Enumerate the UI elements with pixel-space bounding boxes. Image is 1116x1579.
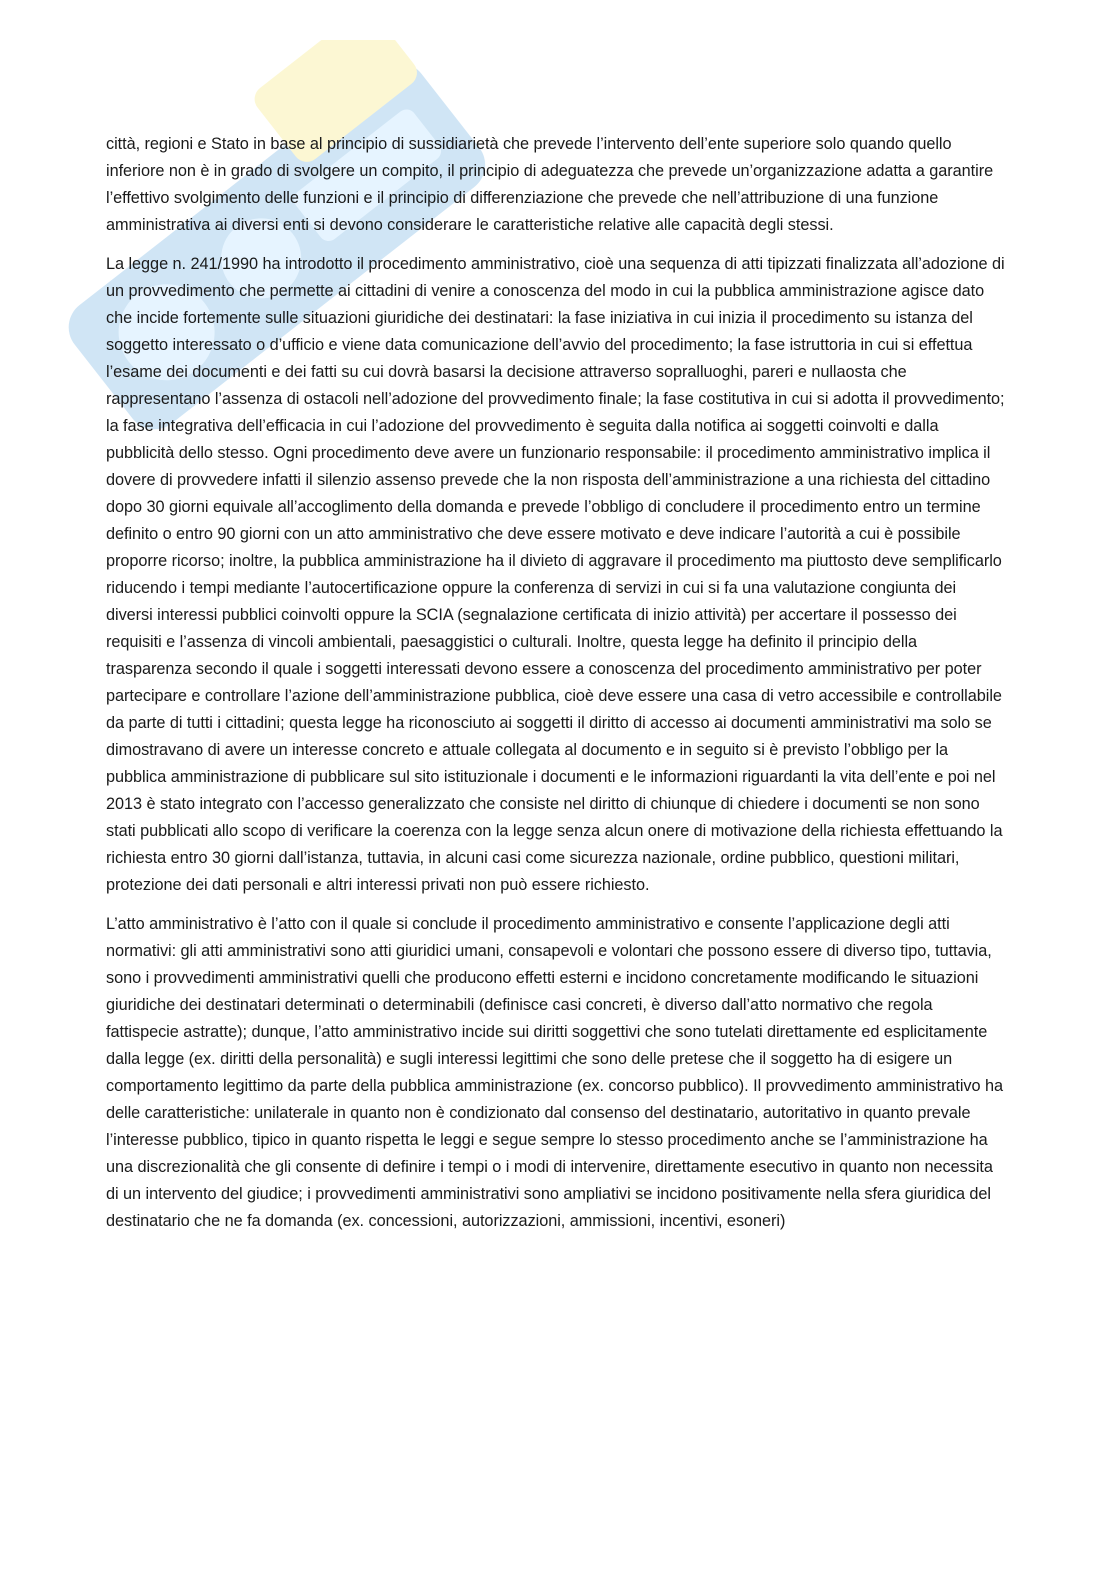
paragraph-principles: città, regioni e Stato in base al principio di sussidiarietà che prevede l’intervento dell’ente superiore solo quando quello inferiore non è in grado di svolgere un compito, il principio di adeguatezza che prevede un’organizzazione adatta a garantire l’effettivo svolgimento delle funzioni e il principio di differenziazione che prevede che nell’attribuzione di una funzione amministrativa ai diversi enti si devono considerare le caratteristiche relative alle capacità degli stessi. xyxy=(106,135,994,234)
paragraph-legge-241: La legge n. 241/1990 ha introdotto il procedimento amministrativo, cioè una sequenza di atti tipizzati finalizzata all’adozione di un provvedimento che permette ai cittadini di venire a conoscenza del modo in cui la pubblica amministrazione agisce dato che incide fortemente sulle situazioni giuridiche dei destinatari: la fase iniziativa in cui inizia il procedimento su istanza del soggetto interessato o d’ufficio e viene data comunicazione dell’avvio del procedimento; la fase istruttoria in cui si effettua l’esame dei documenti e dei fatti su cui dovrà basarsi la decisione attraverso sopralluoghi, pareri e nullaosta che rappresentano l’assenza di ostacoli nell’adozione del provvedimento finale; la fase costitutiva in cui si adotta il provvedimento; la fase integrativa dell’efficacia in cui l’adozione del provvedimento è seguita dalla notifica ai soggetti coinvolti e dalla pubblicità dello stesso. Ogni procedimento deve avere un funzionario responsabile: il procedimento amministrativo implica il dovere di provvedere infatti il silenzio assenso prevede che la non risposta dell’amministrazione a una richiesta del cittadino dopo 30 giorni equivale all’accoglimento della domanda e prevede l’obbligo di concludere il procedimento entro un termine definito o entro 90 giorni con un atto amministrativo che deve essere motivato e deve indicare l’autorità a cui è possibile proporre ricorso; inoltre, la pubblica amministrazione ha il divieto di aggravare il procedimento ma piuttosto deve semplificarlo riducendo i tempi mediante l’autocertificazione oppure la conferenza di servizi in cui si fa una valutazione congiunta dei diversi interessi pubblici coinvolti oppure la SCIA (segnalazione certificata di inizio attività) per accertare il possesso dei requisiti e l’assenza di vincoli ambientali, paesaggistici o culturali. Inoltre, questa legge ha definito il principio della trasparenza secondo il quale i soggetti interessati devono essere a conoscenza del procedimento amministrativo per poter partecipare e controllare l’azione dell’amministrazione pubblica, cioè deve essere una casa di vetro accessibile e controllabile da parte di tutti i cittadini; questa legge ha riconosciuto ai soggetti il diritto di accesso ai documenti amministrativi ma solo se dimostravano di avere un interesse concreto e attuale collegata al documento e in seguito si è previsto l’obbligo per la pubblica amministrazione di pubblicare sul sito istituzionale i documenti e le informazioni riguardanti la vita dell’ente e poi nel 2013 è stato integrato con l’accesso generalizzato che consiste nel diritto di chiunque di chiedere i documenti se non sono stati pubblicati allo scopo di verificare la coerenza con la legge senza alcun onere di motivazione della richiesta effettuando la richiesta entro 30 giorni dall’istanza, tuttavia, in alcuni casi come sicurezza nazionale, ordine pubblico, questioni militari, protezione dei dati personali e altri interessi privati non può essere richiesto. xyxy=(106,255,1005,894)
paragraph-atto-amministrativo: L’atto amministrativo è l’atto con il quale si conclude il procedimento amministrativo e consente l’applicazione degli atti normativi: gli atti amministrativi sono atti giuridici umani, consapevoli e volontari che possono essere di diverso tipo, tuttavia, sono i provvedimenti amministrativi quelli che producono effetti esterni e incidono concretamente modificando le situazioni giuridiche dei destinatari determinati o determinabili (definisce casi concreti, è diverso dall’atto normativo che regola fattispecie astratte); dunque, l’atto amministrativo incide sui diritti soggettivi che sono tutelati direttamente ed esplicitamente dalla legge (ex. diritti della personalità) e sugli interessi legittimi che sono delle pretese che il soggetto ha di esigere un comportamento legittimo da parte della pubblica amministrazione (ex. concorso pubblico). Il provvedimento amministrativo ha delle caratteristiche: unilaterale in quanto non è condizionato dal consenso del destinatario, autoritativo in quanto prevale l’interesse pubblico, tipico in quanto rispetta le leggi e segue sempre lo stesso procedimento anche se l’amministrazione ha una discrezionalità che gli consente di definire i tempi o i modi di intervenire, direttamente esecutivo in quanto non necessita di un intervento del giudice; i provvedimenti amministrativi sono ampliativi se incidono positivamente nella sfera giuridica del destinatario che ne fa domanda (ex. concessioni, autorizzazioni, ammissioni, incentivi, esoneri) xyxy=(106,915,1003,1230)
document-page xyxy=(106,131,1006,1247)
